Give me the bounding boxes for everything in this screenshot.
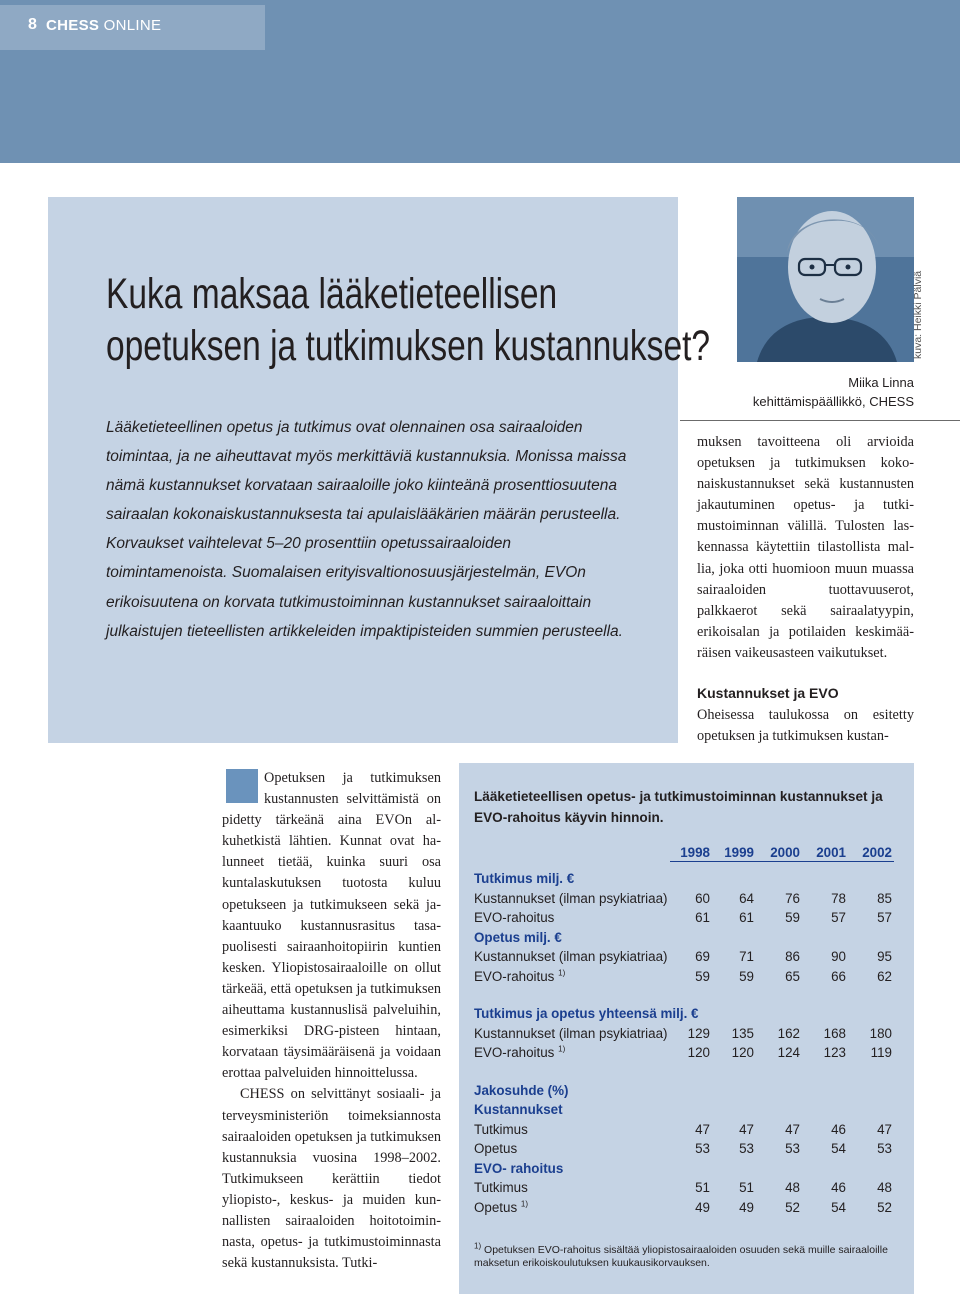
caption-name: Miika Linna (848, 375, 914, 390)
cost-table (474, 843, 894, 1217)
right-column-heading: Kustannukset ja EVO (697, 685, 839, 701)
table-group-heading (474, 869, 894, 889)
row-label: Kustannukset (474, 1102, 563, 1117)
table-group-heading (474, 1159, 894, 1179)
year-header: 2002 (862, 845, 892, 860)
table-row (474, 1198, 894, 1218)
table-row (474, 1043, 894, 1063)
article-title (106, 268, 711, 372)
portrait-illustration (737, 197, 914, 362)
table-cell: 48 (877, 1180, 892, 1195)
row-label: Tutkimus ja opetus yhteensä milj. € (474, 1006, 699, 1021)
table-cell: 53 (877, 1141, 892, 1156)
left-paragraph-1 (222, 768, 441, 1084)
table-cell: 62 (877, 968, 892, 984)
table-cell: 168 (823, 1025, 846, 1041)
row-label: EVO-rahoitus $^{1)}$ (474, 968, 566, 984)
table-cell: 162 (777, 1025, 800, 1041)
right-column-text-2: Oheisessa taulukossa on esitetty opetuksen ja tutkimuksen kustan- (697, 707, 914, 745)
table-cell: 59 (695, 968, 710, 984)
table-cell: 61 (739, 910, 754, 925)
row-label: Tutkimus (474, 1121, 528, 1137)
portrait-photo (737, 197, 914, 362)
table-row (474, 889, 894, 909)
table-cell: 49 (739, 1199, 754, 1215)
photo-caption (700, 373, 914, 411)
year-header: 1998 (680, 845, 710, 860)
table-group-heading (474, 1100, 894, 1120)
year-rule (670, 861, 894, 862)
table-cell: 53 (785, 1141, 800, 1156)
table-cell: 64 (739, 890, 754, 906)
table-cell: 119 (870, 1045, 892, 1060)
table-cell: 54 (831, 1199, 846, 1215)
row-label: Tutkimus (474, 1180, 528, 1195)
table-cell: 61 (695, 910, 710, 925)
row-label: Opetus (474, 1141, 518, 1156)
row-label: EVO- rahoitus (474, 1160, 564, 1176)
table-cell: 180 (869, 1025, 892, 1041)
table-cell: 47 (785, 1121, 800, 1137)
table-cell: 57 (831, 910, 846, 925)
table-cell: 54 (831, 1141, 846, 1156)
title-line-2: opetuksen ja tutkimuksen kustannukset? (106, 322, 711, 370)
table-cell: 48 (785, 1180, 800, 1195)
table-cell: 76 (785, 890, 800, 906)
table-cell: 86 (785, 949, 800, 964)
table-group-heading (474, 1004, 894, 1024)
row-label: Jakosuhde (%) (474, 1082, 569, 1098)
table-row (474, 908, 894, 928)
year-header: 2000 (770, 845, 800, 860)
lead-paragraph: Lääketieteellinen opetus ja tutkimus ovat olennainen osa sairaaloiden toimintaa, ja ne aiheuttavat myös merkittäviä kustannuksia. Monissa maissa nämä kustannukset korvataan sairaaloille joko kiinteänä prosenttiosuutena sairaalan kokonaiskustannuksesta tai apulaislääkärien määrän perusteella. Korvaukset vaihtelevat 5–20 prosenttiin opetussairaaloiden toimintamenoista. Suomalaisen erityisvaltionosuusjärjestelmän, EVOn erikoisuutena on korvata tutkimustoiminnan kustannukset sairaaloittain julkaistujen tieteellisten artikkeleiden impaktipisteiden summien perusteella. (106, 419, 627, 640)
table-cell: 46 (831, 1121, 846, 1137)
table-cell: 51 (695, 1180, 710, 1195)
table-row (474, 1120, 894, 1140)
table-cell: 47 (695, 1121, 710, 1137)
table-group-heading (474, 1081, 894, 1101)
table-cell: 51 (739, 1180, 754, 1195)
table-cell: 49 (695, 1199, 710, 1215)
row-label: Kustannukset (ilman psykiatriaa) (474, 890, 668, 906)
left-paragraph-1-text: Opetuksen ja tutkimuksen kustannusten selvittämistä on pidetty tärkeänä aina EVOn alkuhetkistä lähtien. Kunnat ovat halunneet tietää, kuinka suuri osa kuntalaskutuksen tuotosta kuluu opetukseen ja tutkimukseen sekä jakaantuuko kustannusrasitus tasapuolisesti sairaanhoitopiirin kuntien kesken. Yliopistosairaaloille on ollut tärkeää, että opetuksen ja tutkimuksen aiheuttama kustannuslisä palveluihin, esimerkiksi DRG-pisteen hintaan, korvataan täysimääräisenä ja voidaan erottaa palveluiden hinnoittelussa. (222, 770, 441, 1082)
table-cell: 47 (739, 1121, 754, 1137)
table-cell: 53 (695, 1141, 710, 1156)
footnote-mark: 1) (474, 1241, 482, 1251)
left-column (222, 768, 441, 1274)
table-cell: 59 (739, 968, 754, 984)
section-name-rest: ONLINE (103, 17, 162, 34)
table-cell: 124 (777, 1045, 800, 1060)
footnote-text: Opetuksen EVO-rahoitus sisältää yliopistosairaaloiden osuuden sekä muille sairaaloille maksetun erikoiskoulutuksen kuukausikorvauksen. (474, 1244, 888, 1269)
row-label: Tutkimus milj. € (474, 871, 575, 886)
table-row (474, 1178, 894, 1198)
row-label: Opetus $^{1)}$ (474, 1199, 529, 1215)
table-cell: 85 (877, 890, 892, 906)
table-cell: 59 (785, 910, 800, 925)
table-gap (474, 1063, 894, 1081)
table-cell: 52 (785, 1199, 800, 1215)
table-cell: 57 (877, 910, 892, 925)
table-cell: 78 (831, 890, 846, 906)
table-footnote (474, 1241, 904, 1270)
section-name-bold: CHESS (46, 17, 100, 34)
table-cell: 135 (731, 1025, 754, 1041)
row-footnote-mark: 1) (520, 1199, 529, 1209)
table-title: Lääketieteellisen opetus- ja tutkimustoiminnan kustannukset ja EVO-rahoitus käyvin hinnoin. (474, 789, 883, 825)
table-cell: 95 (877, 949, 892, 964)
table-row (474, 967, 894, 987)
table-year-row (474, 843, 894, 869)
table-row (474, 1024, 894, 1044)
left-paragraph-2: CHESS on selvittänyt sosiaali- ja terveysministeriön toimeksiannosta sairaaloiden opetuksen ja tutkimuksen kustannuksia vuosina 1998–2002. Tutkimukseen kerättiin tiedot yliopisto-, keskus- ja muiden kunnallisten sairaaloiden hoitotoiminnasta, opetus- ja tutkimustoiminnasta sekä kustannuksista. Tutki- (222, 1086, 441, 1272)
table-cell: 69 (695, 949, 710, 964)
table-cell: 66 (831, 968, 846, 984)
table-gap (474, 986, 894, 1004)
year-header: 2001 (816, 845, 846, 860)
year-header: 1999 (724, 845, 754, 860)
table-cell: 65 (785, 968, 800, 984)
table-cell: 60 (695, 890, 710, 906)
table-cell: 129 (687, 1025, 710, 1041)
table-cell: 123 (823, 1045, 846, 1060)
caption-rule (680, 420, 960, 421)
table-row (474, 947, 894, 967)
row-label: Kustannukset (ilman psykiatriaa) (474, 1025, 668, 1041)
row-label: Opetus milj. € (474, 929, 562, 945)
row-footnote-mark: 1) (558, 1044, 566, 1054)
table-cell: 47 (877, 1121, 892, 1137)
title-line-1: Kuka maksaa lääketieteellisen (106, 270, 558, 318)
caption-role: kehittämispäällikkö, CHESS (752, 394, 914, 409)
table-cell: 71 (739, 949, 754, 964)
row-label: EVO-rahoitus $^{1)}$ (474, 1044, 566, 1060)
table-cell: 120 (731, 1045, 754, 1060)
table-row (474, 1139, 894, 1159)
row-label: EVO-rahoitus (474, 910, 555, 925)
table-group-heading (474, 928, 894, 948)
square-spacer (222, 768, 264, 800)
page-number: 8 (28, 16, 37, 33)
row-footnote-mark: 1) (558, 968, 566, 978)
table-cell: 53 (739, 1141, 754, 1156)
table-cell: 120 (687, 1045, 710, 1060)
right-column-text: muksen tavoitteena oli arvioida opetuksen ja tutkimuksen kokonaiskustannukset sekä kustannusten jakautuminen opetus- ja tutkimustoiminnan välillä. Tulosten laskennassa käytettiin tilastollista mallia, joka otti huomioon muun muassa sairaaloiden tuottavuuserot, palkkaerot sekä sairaalatyypin, erikoisalan ja potilaiden keskimääräisen vaikeusasteen vaikutukset. (697, 434, 914, 661)
table-cell: 46 (831, 1180, 846, 1195)
photo-credit: kuva: Heikki Pälviä (912, 270, 924, 359)
section-name (46, 17, 161, 34)
table-cell: 90 (831, 949, 846, 964)
table-cell: 52 (877, 1199, 892, 1215)
row-label: Kustannukset (ilman psykiatriaa) (474, 949, 668, 964)
